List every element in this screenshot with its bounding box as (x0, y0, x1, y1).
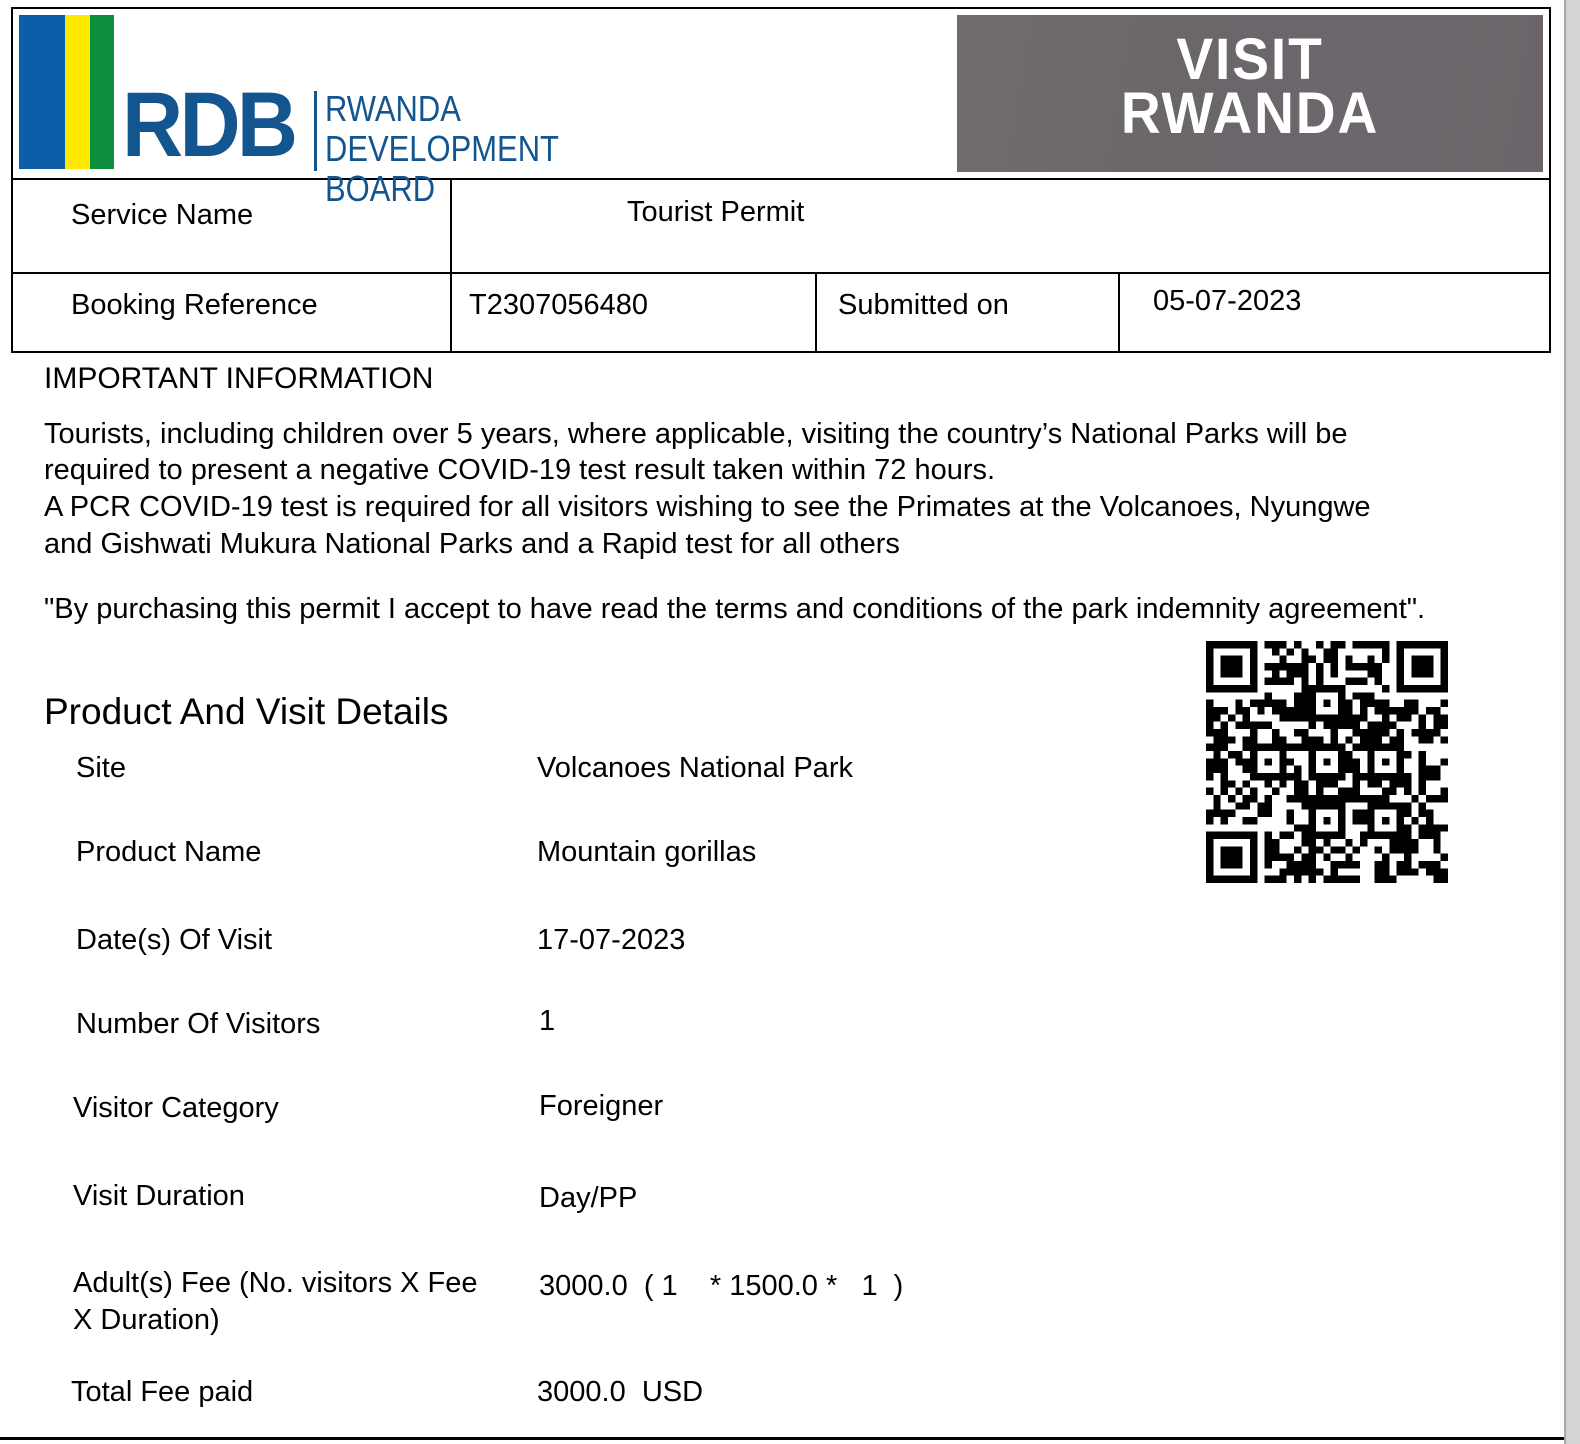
detail-value-adult-fee: 3000.0 ( 1 * 1500.0 * 1 ) (539, 1270, 904, 1302)
rdb-name-line2: DEVELOPMENT BOARD (325, 128, 559, 209)
visit-line2: RWANDA (1120, 81, 1380, 146)
cell-divider (450, 274, 452, 351)
flag-bar-yellow (65, 15, 90, 169)
service-name-label: Service Name (71, 199, 254, 231)
logo-header (13, 9, 1549, 209)
cell-divider (815, 274, 817, 351)
detail-label-adult-fee-line2: X Duration) (73, 1304, 220, 1336)
page-bottom-border (0, 1437, 1564, 1440)
detail-value-product: Mountain gorillas (537, 836, 757, 868)
detail-label-total-fee: Total Fee paid (71, 1376, 254, 1408)
important-info-title: IMPORTANT INFORMATION (44, 362, 434, 395)
covid-line-4: and Gishwati Mukura National Parks and a Rapid test for all others (44, 528, 900, 560)
submitted-on-label: Submitted on (838, 289, 1009, 321)
cell-divider (1118, 274, 1120, 351)
indemnity-agreement: "By purchasing this permit I accept to have read the terms and conditions of the park indemnity agreement". (44, 593, 1426, 625)
detail-label-product: Product Name (76, 836, 262, 868)
covid-line-1: Tourists, including children over 5 years, where applicable, visiting the country’s National Parks will be (44, 418, 1348, 450)
detail-label-visitors: Number Of Visitors (76, 1008, 321, 1040)
details-title: Product And Visit Details (44, 691, 449, 732)
covid-line-3: A PCR COVID-19 test is required for all visitors wishing to see the Primates at the Volcanoes, Nyungwe (44, 491, 1371, 523)
detail-value-date: 17-07-2023 (537, 924, 686, 956)
booking-reference-value: T2307056480 (469, 289, 648, 321)
detail-value-visitors: 1 (539, 1005, 556, 1037)
booking-reference-label: Booking Reference (71, 289, 318, 321)
detail-value-duration: Day/PP (539, 1182, 638, 1214)
flag-bar-green (90, 15, 114, 169)
visit-rwanda-logo (957, 15, 1543, 172)
rdb-name-line1: RWANDA (325, 88, 461, 129)
rdb-letters: RDB (122, 74, 295, 176)
booking-row (13, 274, 1549, 351)
visit-line1: VISIT (1176, 27, 1324, 92)
rdb-divider (314, 91, 317, 171)
detail-label-site: Site (76, 752, 126, 784)
cell-divider (450, 180, 452, 272)
service-name-value: Tourist Permit (627, 196, 805, 228)
flag-bar-blue (19, 15, 66, 169)
visit-rwanda-text (972, 27, 1529, 146)
detail-label-category: Visitor Category (73, 1092, 279, 1124)
rdb-logo (19, 15, 699, 209)
detail-label-duration: Visit Duration (73, 1180, 245, 1212)
permit-header-table (11, 7, 1551, 353)
qr-code-icon (1206, 641, 1448, 883)
covid-line-2: required to present a negative COVID-19 test result taken within 72 hours. (44, 454, 996, 486)
detail-value-total-fee: 3000.0 USD (537, 1376, 704, 1408)
submitted-on-value: 05-07-2023 (1153, 285, 1302, 317)
detail-value-site: Volcanoes National Park (537, 752, 853, 784)
detail-label-date: Date(s) Of Visit (76, 924, 273, 956)
page-edge-scrollbar-gutter (1564, 0, 1580, 1444)
detail-label-adult-fee-line1: Adult(s) Fee (No. visitors X Fee (73, 1267, 478, 1299)
detail-value-category: Foreigner (539, 1090, 664, 1122)
service-name-row (13, 180, 1549, 274)
